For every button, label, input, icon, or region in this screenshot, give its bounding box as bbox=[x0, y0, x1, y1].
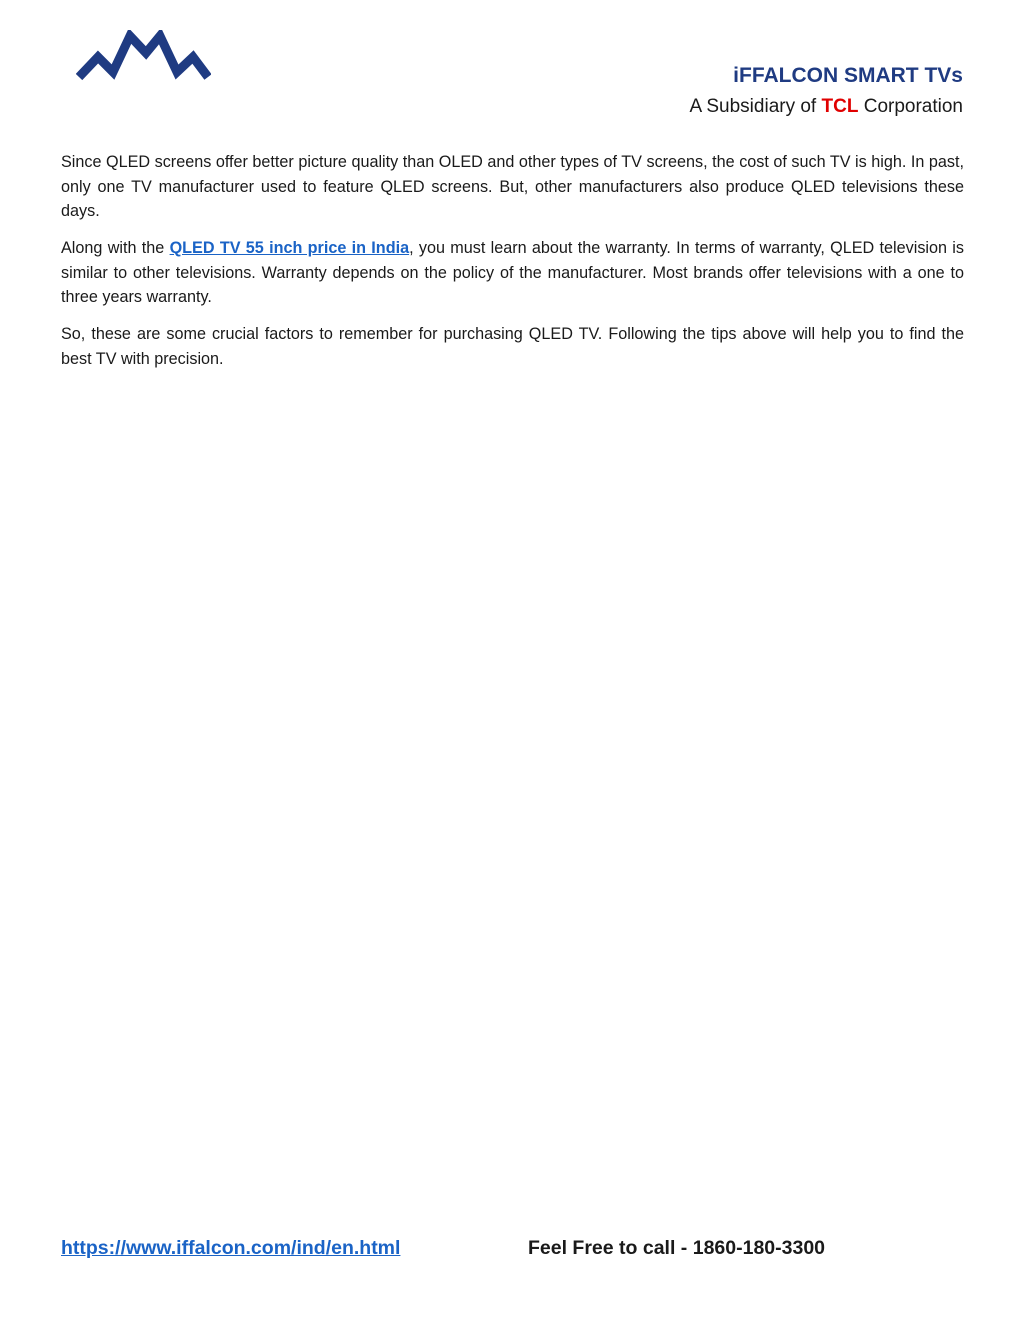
article-body bbox=[61, 150, 964, 384]
subtitle-prefix: A Subsidiary of bbox=[689, 96, 822, 117]
subtitle-suffix: Corporation bbox=[858, 96, 963, 117]
paragraph-1: Since QLED screens offer better picture quality than OLED and other types of TV screens, the cost of such TV is high. In past, only one TV manufacturer used to feature QLED screens. But, other manufacturers also produce QLED televisions these days. bbox=[61, 153, 964, 220]
brand-title: iFFALCON SMART TVs bbox=[733, 64, 963, 87]
paragraph-2 bbox=[61, 236, 964, 310]
paragraph-2-after: , you must learn about the warranty. In terms of warranty, QLED television is similar to other televisions. Warranty depends on the policy of the manufacturer. Most brands offer televisions with a one to three years warranty. bbox=[61, 239, 964, 306]
brand-subtitle bbox=[689, 93, 963, 121]
qled-price-link[interactable]: QLED TV 55 inch price in India bbox=[169, 239, 410, 257]
call-text: Feel Free to call - 1860-180-3300 bbox=[528, 1237, 826, 1259]
website-link[interactable]: https://www.iffalcon.com/ind/en.html bbox=[61, 1237, 401, 1259]
tcl-brand: TCL bbox=[821, 96, 859, 117]
paragraph-2-before: Along with the bbox=[61, 239, 170, 257]
brand-header bbox=[689, 62, 963, 121]
page-footer bbox=[61, 1237, 964, 1267]
iffalcon-logo-icon bbox=[76, 30, 211, 82]
paragraph-3: So, these are some crucial factors to remember for purchasing QLED TV. Following the tips above will help you to find the best TV with precision. bbox=[61, 325, 964, 368]
